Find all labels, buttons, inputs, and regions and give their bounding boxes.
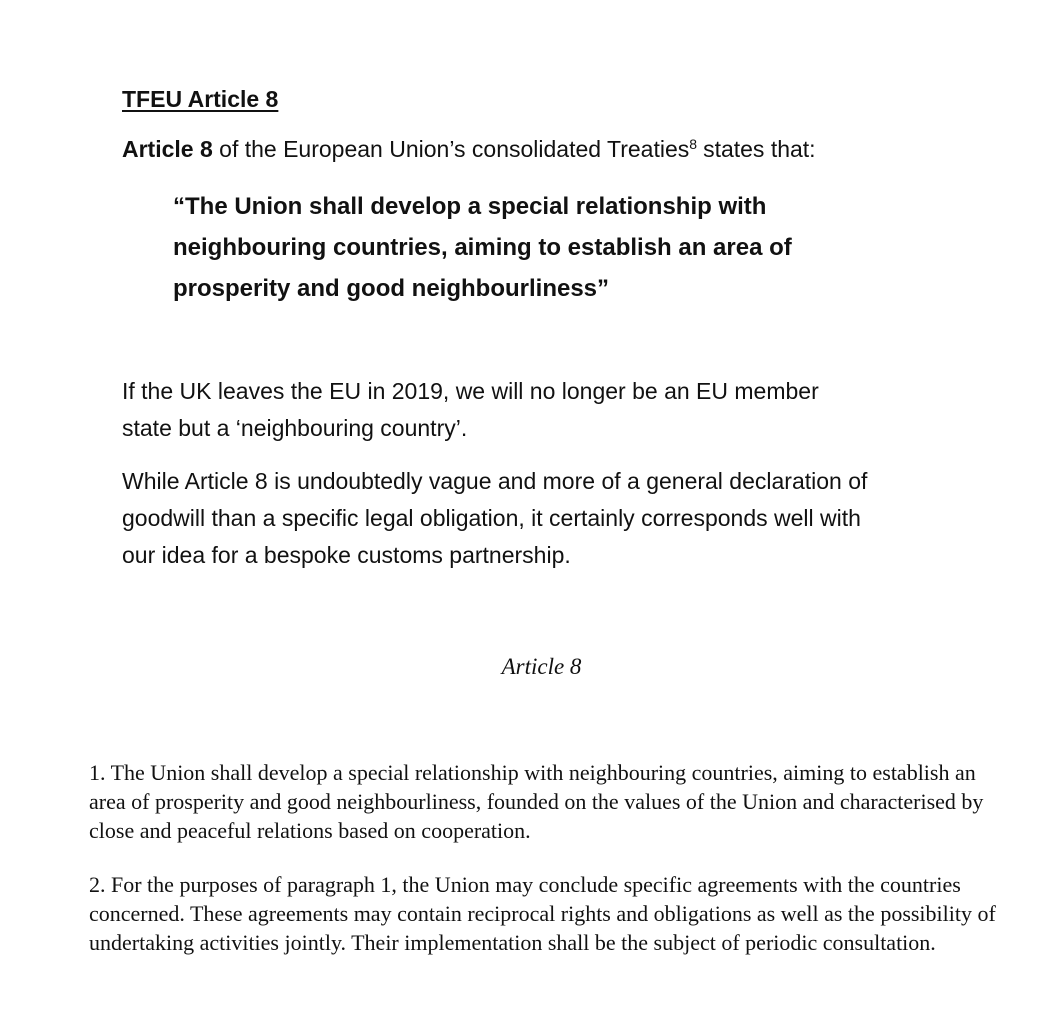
footnote-marker: 8 — [689, 136, 698, 152]
treaty-item-2: 2. For the purposes of paragraph 1, the Union may conclude specific agreements with the countries concerned. These agreements may contain reciprocal rights and obligations as well as the possibility of undertaking activities jointly. Their implementation shall be the subject of periodic consultation. — [89, 872, 996, 955]
treaty-item-1: 1. The Union shall develop a special relationship with neighbouring countries, aiming to establish an area of prosperity and good neighbourliness, founded on the values of the Union and characterised by close and peaceful relations based on cooperation. — [89, 760, 984, 843]
paragraph-uk-leaves: If the UK leaves the EU in 2019, we will no longer be an EU member state but a ‘neighbouring country’. — [122, 378, 819, 441]
intro-bold-lead: Article 8 — [122, 136, 213, 162]
intro-tail: states that: — [703, 136, 816, 162]
intro-text: of the European Union’s consolidated Treaties — [212, 136, 690, 162]
intro-sentence — [122, 136, 816, 163]
section-heading: TFEU Article 8 — [122, 86, 279, 112]
paragraph-article-vague: While Article 8 is undoubtedly vague and more of a general declaration of goodwill than a specific legal obligation, it certainly corresponds well with our idea for a bespoke customs partnership. — [122, 468, 868, 568]
treaty-article-title: Article 8 — [501, 654, 582, 679]
article-quote: “The Union shall develop a special relationship with neighbouring countries, aiming to establish an area of prosperity and good neighbourliness” — [173, 193, 792, 302]
